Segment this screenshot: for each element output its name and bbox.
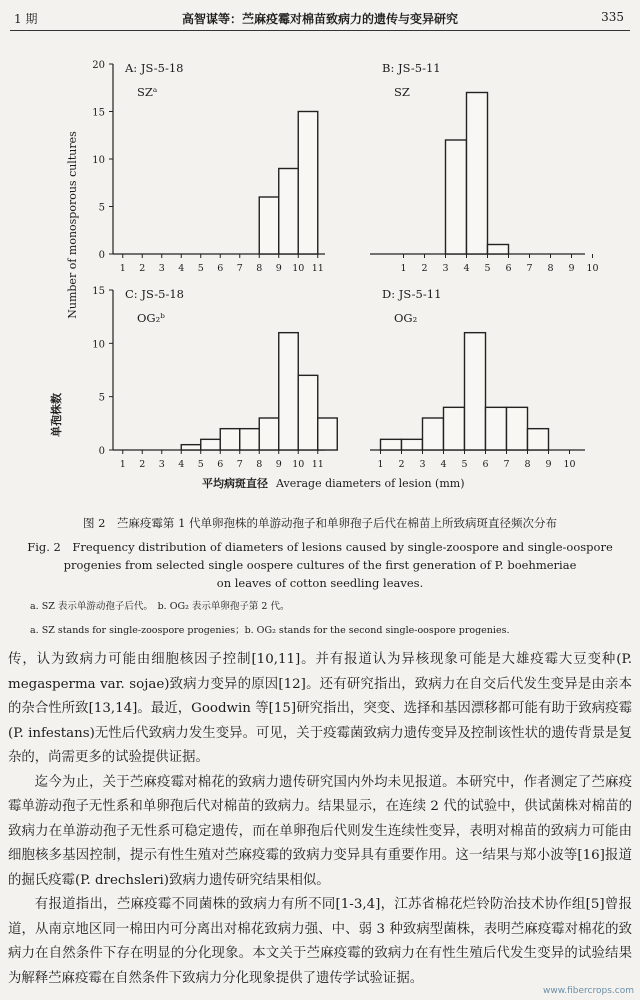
caption-en-line-1: Fig. 2 Frequency distribution of diameters of lesions caused by single-zoospore and single-oospore xyxy=(27,540,613,554)
x-tick-label: 1 xyxy=(119,459,126,470)
bar xyxy=(402,439,423,450)
x-tick-label: 7 xyxy=(503,459,510,470)
x-tick-label: 5 xyxy=(461,459,468,470)
site-watermark: www.fibercrops.com xyxy=(543,986,634,996)
panel-subtitle: SZᵃ xyxy=(137,85,158,99)
bar xyxy=(220,429,240,450)
y-tick-label: 20 xyxy=(92,60,105,71)
y-tick-label: 5 xyxy=(98,202,105,214)
y-axis-label-cn: 单孢株数 xyxy=(50,393,63,437)
x-tick-label: 3 xyxy=(158,263,165,274)
x-tick-label: 6 xyxy=(217,263,224,274)
bar xyxy=(240,429,260,450)
x-tick-label: 10 xyxy=(563,459,576,470)
panel-d xyxy=(370,287,585,470)
x-tick-label: 10 xyxy=(292,459,305,470)
x-tick-label: 11 xyxy=(311,263,324,274)
bar xyxy=(381,439,402,450)
x-tick-label: 8 xyxy=(256,263,263,274)
panel-subtitle: OG₂ᵇ xyxy=(137,311,165,325)
figure-note-cn: a. SZ 表示单游动孢子后代。 b. OG₂ 表示单卵孢子第 2 代。 xyxy=(30,601,290,612)
figure-caption-en xyxy=(18,538,622,592)
x-tick-label: 2 xyxy=(398,459,405,470)
x-tick-label: 4 xyxy=(463,263,470,274)
y-tick-label: 5 xyxy=(98,392,105,404)
panel-subtitle: OG₂ xyxy=(394,311,418,325)
x-tick-label: 6 xyxy=(505,263,512,274)
x-tick-label: 5 xyxy=(197,459,204,470)
running-title: 高智谋等：苎麻疫霉对棉苗致病力的遗传与变异研究 xyxy=(181,12,458,26)
x-tick-label: 7 xyxy=(526,263,533,274)
x-tick-label: 7 xyxy=(236,263,243,274)
x-tick-label: 2 xyxy=(421,263,428,274)
caption-en-line-2: progenies from selected single oospere cultures of the first generation of P. boehmeriae xyxy=(63,558,577,572)
paragraph-2: 迄今为止，关于苎麻疫霉对棉花的致病力遗传研究国内外均未见报道。本研究中，作者测定了苎麻疫霉单游动孢子无性系和单卵孢后代对棉苗的致病力。结果显示，在连续 2 代的试验中，供试菌株对棉苗的致病力在单游动孢子无性系可稳定遗传，而在单卵孢后代则发生连续性变异，表明对棉苗的致病力可能由细胞核多基因控制，提示有性生殖对苎麻疫霉的致病力变异具有重要作用。这一结果与郑小波等[16]报道的掘氏疫霉(P. drechsleri)致病力遗传研究结果相似。 xyxy=(8,774,632,888)
panel-title: A: JS-5-18 xyxy=(125,61,184,75)
page-header xyxy=(10,8,630,31)
bar xyxy=(201,439,221,450)
panel-title: C: JS-5-18 xyxy=(125,287,184,301)
bar xyxy=(528,429,549,450)
bar xyxy=(318,418,338,450)
bar xyxy=(181,445,201,450)
body-text xyxy=(8,648,632,991)
x-tick-label: 2 xyxy=(139,459,146,470)
x-tick-label: 9 xyxy=(568,263,575,274)
panel-c xyxy=(92,286,337,470)
bar xyxy=(279,333,299,450)
x-axis-label-en: Average diameters of lesion (mm) xyxy=(276,477,465,490)
x-tick-label: 9 xyxy=(545,459,552,470)
panel-title: B: JS-5-11 xyxy=(382,61,441,75)
bar xyxy=(279,169,299,255)
figure-caption-cn: 图 2 苎麻疫霉第 1 代单卵孢株的单游动孢子和单卵孢子后代在棉苗上所致病斑直径频次分布 xyxy=(82,516,558,530)
x-tick-label: 1 xyxy=(400,263,407,274)
y-axis-label-en: Number of monosporous cultures xyxy=(66,131,79,319)
x-tick-label: 8 xyxy=(547,263,554,274)
bar xyxy=(259,418,279,450)
bar xyxy=(446,140,467,254)
y-tick-label: 10 xyxy=(92,155,105,166)
bar xyxy=(298,112,318,255)
x-tick-label: 1 xyxy=(119,263,126,274)
x-tick-label: 5 xyxy=(484,263,491,274)
x-tick-label: 10 xyxy=(586,263,599,274)
bar xyxy=(486,407,507,450)
x-tick-label: 8 xyxy=(524,459,531,470)
bar xyxy=(298,375,318,450)
x-tick-label: 6 xyxy=(217,459,224,470)
paragraph-1: 传，认为致病力可能由细胞核因子控制[10,11]。并有报道认为异核现象可能是大雄疫霉大豆变种(P. megasperma var. sojae)致病力变异的原因[12]。还有研究指出，致病力在自交后代发生变异是由亲本的杂合性所致[13,14]。最近，Goodwin 等[15]研究指出，突变、选择和基因漂移都可能有助于致病疫霉(P. infestans)无性后代致病力发生变异。可见，关于疫霉菌致病力遗传变异及控制该性状的遗传背景是复杂的，尚需更多的试验提供证据。 xyxy=(8,652,632,765)
figure-note-en: a. SZ stands for single-zoospore progenies；b. OG₂ stands for the second single-oospore progenies. xyxy=(30,625,510,636)
x-tick-label: 1 xyxy=(377,459,384,470)
x-tick-label: 2 xyxy=(139,263,146,274)
bar xyxy=(467,93,488,255)
x-tick-label: 6 xyxy=(482,459,489,470)
caption-en-line-3: on leaves of cotton seedling leaves. xyxy=(216,576,424,590)
x-tick-label: 9 xyxy=(275,459,282,470)
x-tick-label: 3 xyxy=(442,263,449,274)
bar xyxy=(465,333,486,450)
y-tick-label: 0 xyxy=(98,446,105,457)
figure-2-histograms xyxy=(0,40,640,510)
page-number: 335 xyxy=(601,10,624,24)
bar xyxy=(488,245,509,255)
panel-subtitle: SZ xyxy=(394,85,410,99)
y-tick-label: 0 xyxy=(98,250,105,261)
x-axis-label-cn: 平均病斑直径 xyxy=(202,477,268,490)
x-tick-label: 4 xyxy=(440,459,447,470)
bar xyxy=(444,407,465,450)
x-tick-label: 3 xyxy=(158,459,165,470)
bar xyxy=(507,407,528,450)
issue-number: 1 期 xyxy=(14,12,38,26)
panel-title: D: JS-5-11 xyxy=(382,287,442,301)
x-tick-label: 8 xyxy=(256,459,263,470)
x-tick-label: 3 xyxy=(419,459,426,470)
x-tick-label: 4 xyxy=(178,459,185,470)
x-tick-label: 10 xyxy=(292,263,305,274)
y-tick-label: 15 xyxy=(92,286,105,297)
x-tick-label: 5 xyxy=(197,263,204,274)
y-tick-label: 10 xyxy=(92,339,105,351)
x-tick-label: 7 xyxy=(236,459,243,470)
panel-a xyxy=(92,60,325,274)
panel-b xyxy=(370,61,599,274)
x-tick-label: 11 xyxy=(311,459,324,470)
bar xyxy=(423,418,444,450)
y-tick-label: 15 xyxy=(92,107,105,119)
paragraph-3: 有报道指出，苎麻疫霉不同菌株的致病力有所不同[1-3,4]，江苏省棉花烂铃防治技术协作组[5]曾报道，从南京地区同一棉田内可分离出对棉花致病力强、中、弱 3 种致病型菌株，表明苎麻疫霉对棉花的致病力在自然条件下存在明显的分化现象。本文关于苎麻疫霉的致病力在有性生殖后代发生变异的试验结果为解释苎麻疫霉在自然条件下致病力分化现象提供了遗传学试验证据。 xyxy=(8,897,632,986)
x-tick-label: 9 xyxy=(275,263,282,274)
x-tick-label: 4 xyxy=(178,263,185,274)
bar xyxy=(259,197,279,254)
